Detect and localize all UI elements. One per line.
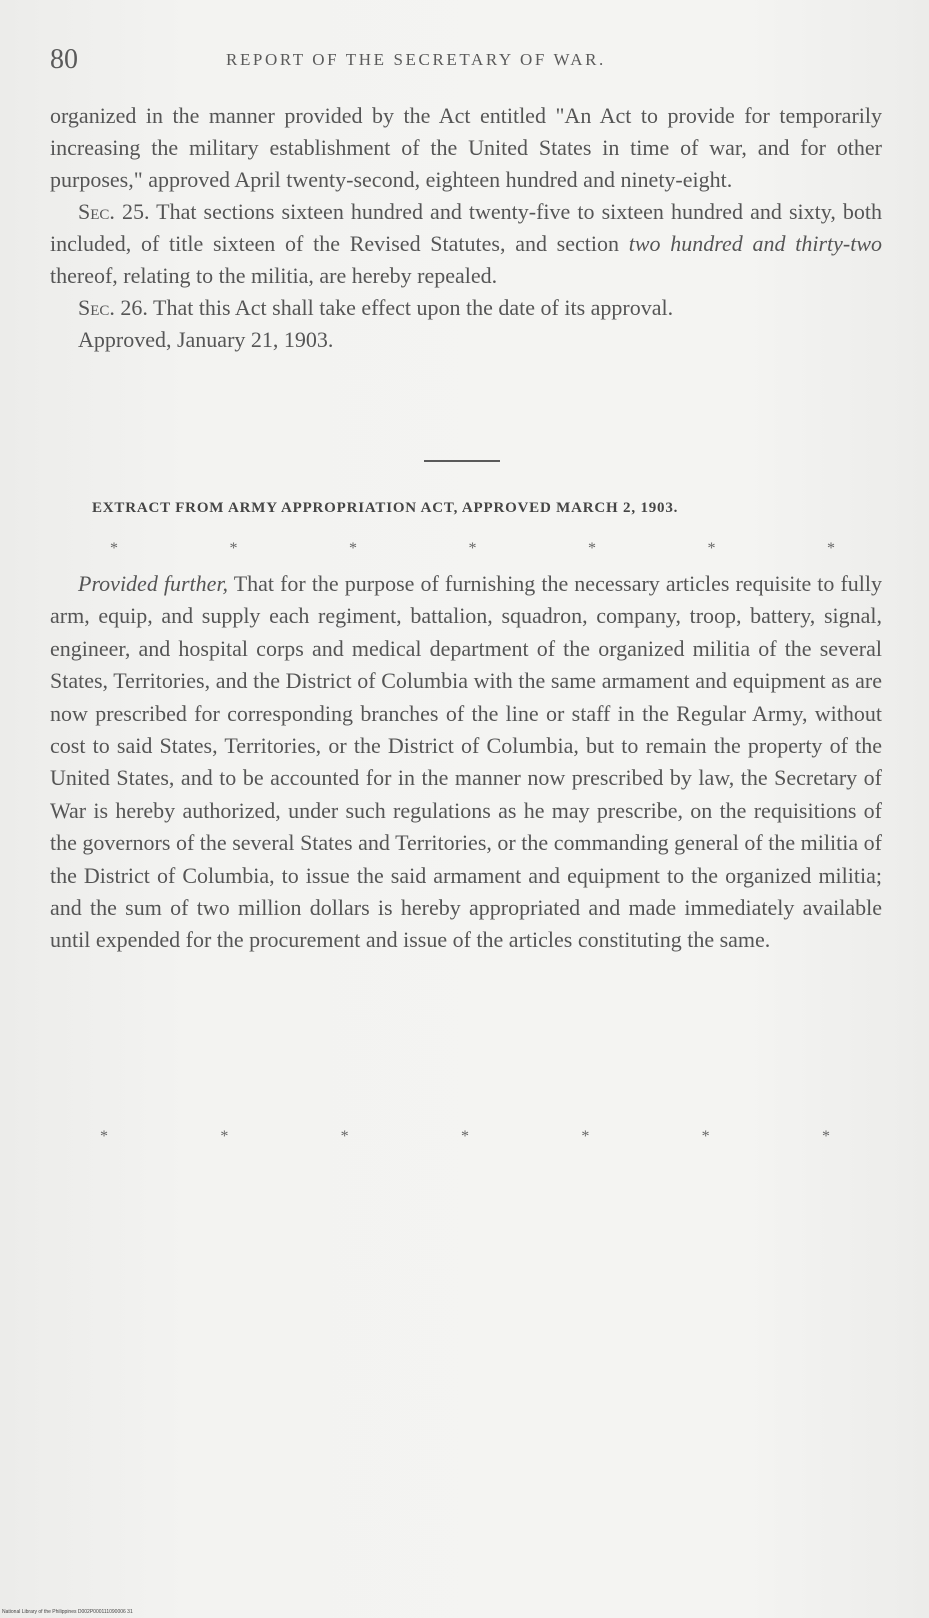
- scan-source-note: National Library of the Philippines D002P000111090006 31: [2, 1609, 133, 1615]
- asterisk: *: [588, 540, 596, 557]
- sec-25-text-b: thereof, relating to the militia, are hereby repealed.: [50, 263, 498, 288]
- asterisk: *: [349, 540, 357, 557]
- approval-line: Approved, January 21, 1903.: [78, 327, 334, 352]
- extract-body: [50, 568, 882, 957]
- ellipsis-asterisks-top: [110, 540, 835, 558]
- paragraph-sec-25: [50, 196, 882, 292]
- asterisk: *: [100, 1128, 108, 1145]
- paragraph-continuation: organized in the manner provided by the Act entitled "An Act to provide for temporarily increasing the military establishment of the United States in time of war, and for other purposes," approved April twenty-second, eighteen hundred and ninety-eight.: [50, 103, 882, 192]
- section-divider: [424, 460, 500, 462]
- sec-26-label: Sec. 26.: [78, 295, 148, 320]
- sec-25-text-italic: two hundred and thirty-two: [628, 231, 882, 256]
- asterisk: *: [707, 540, 716, 557]
- asterisk: *: [220, 1128, 229, 1145]
- running-head: REPORT OF THE SECRETARY OF WAR.: [226, 50, 606, 69]
- asterisk: *: [827, 540, 835, 557]
- section-1-text: [50, 100, 882, 356]
- asterisk: *: [110, 540, 118, 557]
- asterisk: *: [229, 540, 238, 557]
- ellipsis-asterisks-bottom: [100, 1128, 830, 1146]
- sec-25-label: Sec. 25.: [78, 199, 150, 224]
- asterisk: *: [460, 1128, 469, 1145]
- asterisk: *: [821, 1128, 830, 1145]
- asterisk: *: [701, 1128, 710, 1145]
- paragraph-sec-26: [50, 292, 882, 324]
- asterisk: *: [468, 540, 477, 557]
- page-number: 80: [50, 44, 78, 75]
- asterisk: *: [340, 1128, 349, 1145]
- extract-paragraph: [50, 568, 882, 957]
- extract-body-text: That for the purpose of furnishing the necessary articles requisite to fully arm, equip, and supply each regiment, battalion, squadron, company, troop, battery, signal, engineer, and hospital corps and medical department of the organized militia of the several States, Territories, and the District of Columbia with the same armament and equipment as are now prescribed for corresponding branches of the line or staff in the Regular Army, without cost to said States, Territories, or the District of Columbia, but to remain the property of the United States, and to be accounted for in the manner now prescribed by law, the Secretary of War is hereby authorized, under such regulations as he may prescribe, on the requisitions of the governors of the several States and Territories, or the commanding general of the militia of the District of Columbia, to issue the said armament and equipment to the organized militia; and the sum of two million dollars is hereby appropriated and made immediately available until expended for the procurement and issue of the articles constituting the same.: [50, 571, 882, 953]
- page-header: [50, 44, 880, 78]
- asterisk: *: [581, 1128, 590, 1145]
- sec-25-text-a: That sections sixteen hundred and twenty-five to sixteen hundred and sixty, both included, of title sixteen of the Revised Statutes, and section: [50, 199, 883, 256]
- sec-26-text: That this Act shall take effect upon the date of its approval.: [147, 295, 674, 320]
- provided-further-label: Provided further,: [78, 571, 229, 596]
- extract-heading: EXTRACT FROM ARMY APPROPRIATION ACT, APPROVED MARCH 2, 1903.: [92, 500, 679, 516]
